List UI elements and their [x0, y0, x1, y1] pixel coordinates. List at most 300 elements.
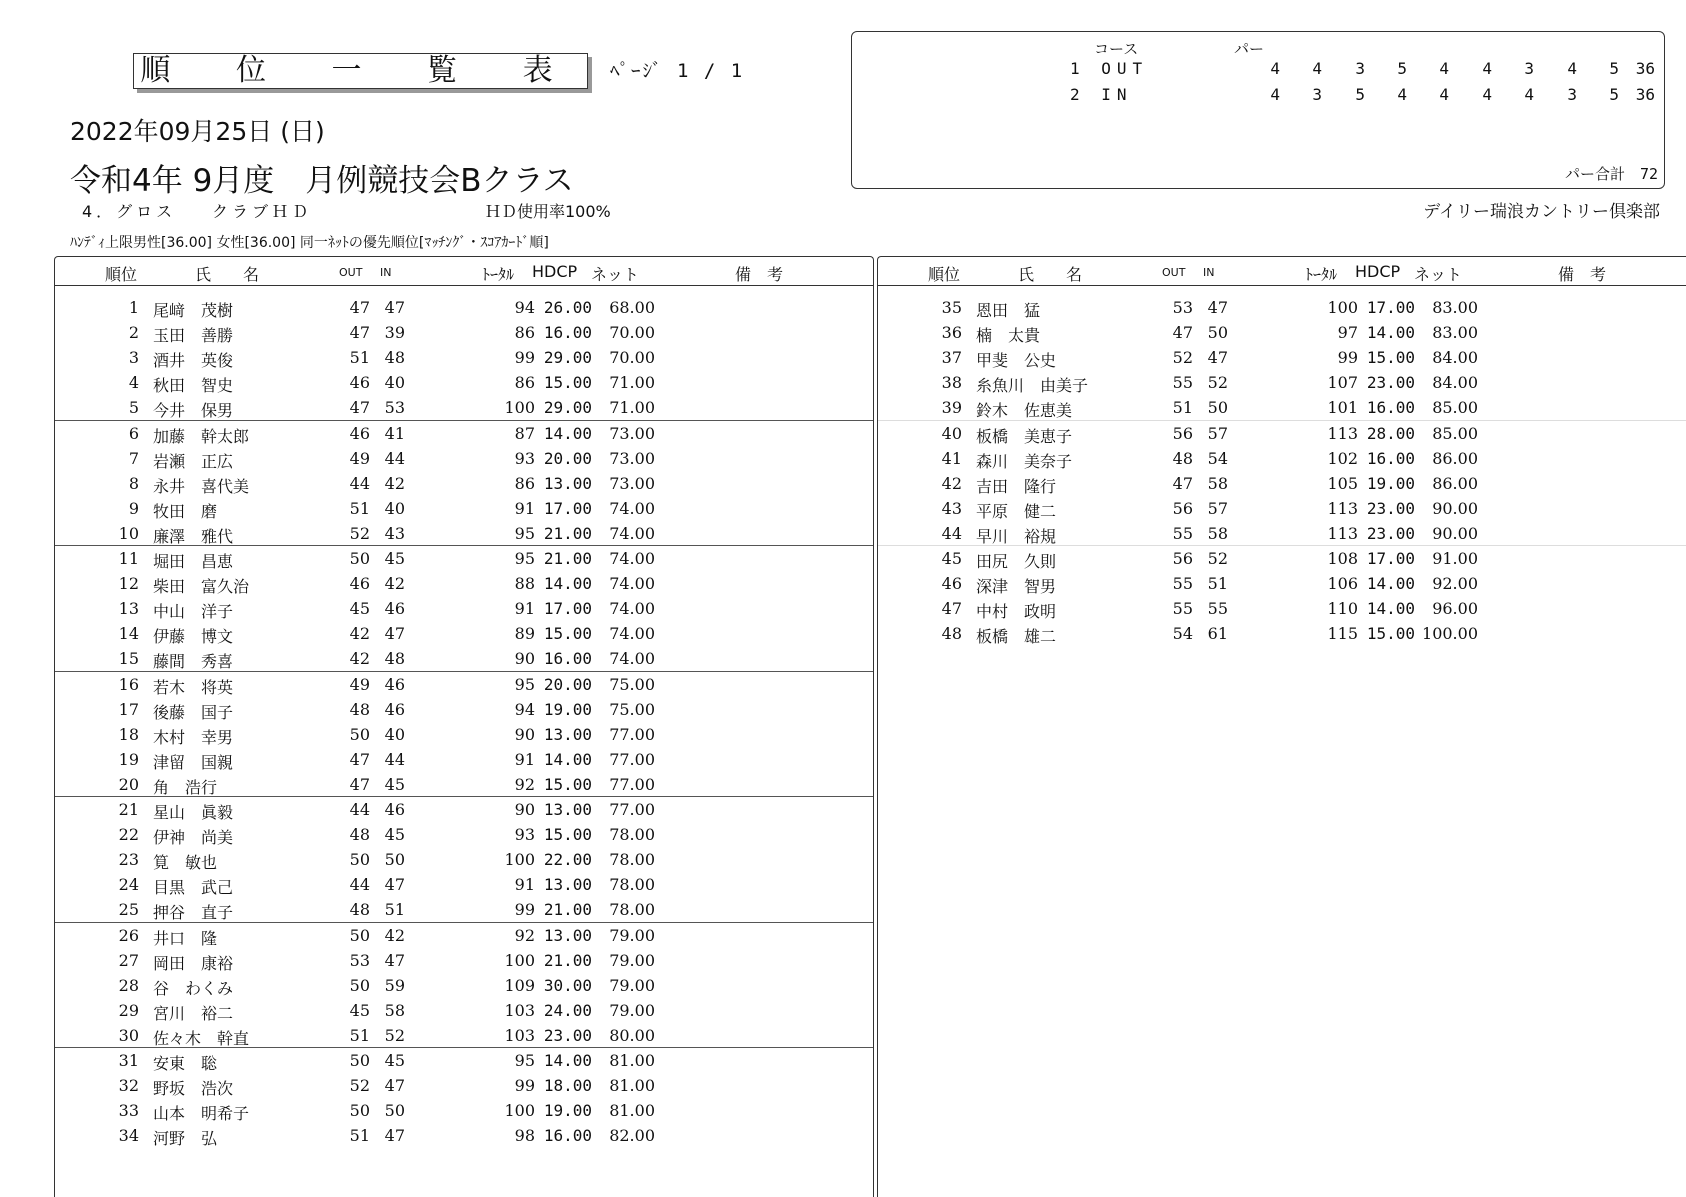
col-in: IN — [1203, 266, 1215, 279]
rank-cell: 23 — [118, 850, 139, 870]
net-cell: 79.00 — [609, 925, 655, 945]
par-total: パー合計 72 — [1564, 165, 1658, 183]
rank-cell: 14 — [118, 624, 139, 644]
rank-cell: 35 — [941, 298, 962, 317]
hdcp-cell: 17.00 — [1366, 298, 1415, 317]
format-type: 4．グロス — [82, 202, 177, 221]
table-row — [55, 973, 873, 998]
table-row — [55, 923, 873, 948]
in-cell: 45 — [384, 549, 405, 568]
rank-cell: 48 — [941, 624, 962, 644]
net-cell: 100.00 — [1422, 624, 1478, 644]
out-cell: 49 — [349, 448, 370, 468]
table-row — [878, 345, 1686, 370]
out-cell: 50 — [349, 1101, 370, 1121]
table-row — [55, 847, 873, 872]
col-rank: 順位 — [105, 265, 138, 284]
total-cell: 95 — [514, 674, 535, 694]
table-row — [55, 621, 873, 646]
name-cell: 甲斐 公史 — [976, 351, 1057, 371]
table-row — [55, 421, 873, 446]
total-cell: 109 — [504, 975, 535, 995]
out-cell: 48 — [349, 900, 370, 920]
hdcp-cell: 14.00 — [1366, 574, 1415, 594]
rank-cell: 27 — [118, 950, 139, 970]
table-row — [55, 1073, 873, 1098]
out-cell: 47 — [349, 749, 370, 769]
rank-cell: 39 — [941, 398, 962, 418]
name-cell: 谷 わくみ — [153, 978, 234, 998]
out-cell: 47 — [349, 323, 370, 343]
par-row — [852, 59, 1664, 81]
name-cell: 永井 喜代美 — [153, 476, 250, 496]
rank-cell: 25 — [118, 900, 139, 920]
total-cell: 103 — [504, 1000, 535, 1020]
total-cell: 100 — [504, 398, 535, 418]
total-cell: 103 — [504, 1025, 535, 1045]
col-name: 氏 名 — [1018, 265, 1083, 284]
par-row — [852, 85, 1664, 107]
hole-par: 5 — [1609, 59, 1619, 78]
hole-par: 3 — [1524, 59, 1534, 78]
in-cell: 50 — [1207, 398, 1228, 418]
hole-par: 5 — [1355, 85, 1365, 104]
total-cell: 93 — [514, 825, 535, 845]
out-cell: 53 — [349, 950, 370, 970]
name-cell: 中山 洋子 — [153, 602, 234, 622]
col-out: OUT — [1162, 266, 1186, 279]
out-cell: 47 — [1172, 473, 1193, 493]
out-cell: 47 — [349, 298, 370, 317]
out-cell: 50 — [349, 850, 370, 870]
hole-par: 4 — [1524, 85, 1534, 104]
hdcp-cell: 13.00 — [543, 473, 592, 493]
rank-cell: 30 — [118, 1025, 139, 1045]
table-row — [55, 1123, 873, 1148]
table-row — [878, 320, 1686, 345]
net-cell: 74.00 — [609, 523, 655, 543]
out-cell: 44 — [349, 473, 370, 493]
out-cell: 44 — [349, 875, 370, 895]
net-cell: 79.00 — [609, 950, 655, 970]
out-cell: 48 — [1172, 448, 1193, 468]
in-cell: 50 — [1207, 323, 1228, 343]
hdcp-cell: 14.00 — [543, 574, 592, 594]
rank-cell: 40 — [941, 423, 962, 443]
total-cell: 86 — [514, 373, 535, 393]
competition-name: 令和4年 9月度 月例競技会Bクラス — [70, 163, 574, 199]
name-cell: 吉田 隆行 — [976, 476, 1057, 496]
rank-cell: 13 — [118, 599, 139, 619]
total-cell: 86 — [514, 473, 535, 493]
rank-cell: 37 — [941, 348, 962, 368]
hdcp-cell: 16.00 — [1366, 398, 1415, 418]
net-cell: 75.00 — [609, 699, 655, 719]
out-cell: 46 — [349, 574, 370, 594]
total-cell: 93 — [514, 448, 535, 468]
col-net: ネット — [1414, 265, 1463, 284]
name-cell: 平原 健二 — [976, 501, 1057, 521]
rank-cell: 34 — [118, 1126, 139, 1146]
hole-par: 5 — [1609, 85, 1619, 104]
total-cell: 91 — [514, 498, 535, 518]
total-cell: 113 — [1327, 498, 1358, 518]
rank-cell: 32 — [118, 1076, 139, 1096]
rank-cell: 20 — [118, 774, 139, 794]
rank-cell: 19 — [118, 749, 139, 769]
hdcp-cell: 15.00 — [543, 624, 592, 644]
total-cell: 90 — [514, 649, 535, 669]
in-cell: 55 — [1207, 599, 1228, 619]
name-cell: 田尻 久則 — [976, 552, 1057, 571]
hdcp-cell: 15.00 — [543, 373, 592, 393]
table-row — [55, 948, 873, 973]
net-cell: 73.00 — [609, 448, 655, 468]
name-cell: 角 浩行 — [153, 777, 218, 797]
in-cell: 46 — [384, 699, 405, 719]
out-cell: 51 — [349, 1025, 370, 1045]
in-cell: 43 — [384, 523, 405, 543]
total-cell: 99 — [1337, 348, 1358, 368]
net-cell: 70.00 — [609, 323, 655, 343]
in-cell: 47 — [384, 950, 405, 970]
hdcp-cell: 21.00 — [543, 523, 592, 543]
name-cell: 目黒 武己 — [153, 878, 234, 898]
col-in: IN — [380, 266, 392, 279]
hdcp-cell: 13.00 — [543, 800, 592, 819]
name-cell: 筧 敏也 — [153, 853, 218, 873]
total-cell: 91 — [514, 599, 535, 619]
net-cell: 78.00 — [609, 900, 655, 920]
table-row — [55, 722, 873, 747]
net-cell: 79.00 — [609, 975, 655, 995]
out-cell: 42 — [349, 624, 370, 644]
out-cell: 50 — [349, 975, 370, 995]
in-cell: 52 — [1207, 549, 1228, 568]
hdcp-cell: 20.00 — [543, 448, 592, 468]
table-row — [55, 1098, 873, 1123]
out-cell: 55 — [1172, 574, 1193, 594]
net-cell: 92.00 — [1432, 574, 1478, 594]
in-cell: 50 — [384, 850, 405, 870]
in-cell: 52 — [1207, 373, 1228, 393]
name-cell: 酒井 英俊 — [153, 351, 234, 371]
table-row — [55, 446, 873, 471]
total-cell: 95 — [514, 1051, 535, 1070]
col-out: OUT — [339, 266, 363, 279]
hdcp-cell: 15.00 — [543, 825, 592, 845]
in-cell: 44 — [384, 448, 405, 468]
hd-rate: ＨＤ使用率100% — [485, 202, 611, 221]
rank-cell: 11 — [118, 549, 139, 568]
out-cell: 46 — [349, 423, 370, 443]
net-cell: 85.00 — [1432, 423, 1478, 443]
net-cell: 73.00 — [609, 423, 655, 443]
in-cell: 48 — [384, 649, 405, 669]
table-row — [55, 1023, 873, 1048]
name-cell: 深津 智男 — [976, 577, 1057, 597]
report-title: 順 位 一 覧 表 — [133, 53, 588, 89]
in-cell: 39 — [384, 323, 405, 343]
table-row — [55, 596, 873, 621]
in-cell: 40 — [384, 724, 405, 744]
net-cell: 78.00 — [609, 875, 655, 895]
out-cell: 51 — [1172, 398, 1193, 418]
net-cell: 81.00 — [609, 1076, 655, 1096]
net-cell: 74.00 — [609, 649, 655, 669]
table-row — [55, 546, 873, 571]
table-row — [878, 571, 1686, 596]
rank-cell: 5 — [128, 398, 139, 418]
hdcp-cell: 29.00 — [543, 348, 592, 368]
hdcp-cell: 24.00 — [543, 1000, 592, 1020]
total-cell: 91 — [514, 749, 535, 769]
table-row — [55, 395, 873, 420]
col-rank: 順位 — [928, 265, 961, 284]
table-row — [55, 897, 873, 922]
hole-par: 3 — [1312, 85, 1322, 104]
out-cell: 48 — [349, 825, 370, 845]
rank-cell: 42 — [941, 473, 962, 493]
table-row — [55, 697, 873, 722]
out-cell: 51 — [349, 498, 370, 518]
hdcp-cell: 20.00 — [543, 674, 592, 694]
hdcp-cell: 22.00 — [543, 850, 592, 870]
out-cell: 55 — [1172, 599, 1193, 619]
name-cell: 若木 将英 — [153, 677, 234, 697]
hdcp-cell: 17.00 — [543, 498, 592, 518]
table-row — [55, 571, 873, 596]
col-remarks: 備 考 — [1558, 265, 1607, 284]
course-total: 36 — [1635, 85, 1655, 104]
net-cell: 82.00 — [609, 1126, 655, 1146]
out-cell: 51 — [349, 1126, 370, 1146]
hdcp-cell: 16.00 — [543, 323, 592, 343]
total-cell: 86 — [514, 323, 535, 343]
out-cell: 47 — [1172, 323, 1193, 343]
hdcp-cell: 30.00 — [543, 975, 592, 995]
hdcp-cell: 21.00 — [543, 549, 592, 568]
hole-par: 4 — [1439, 85, 1449, 104]
hdcp-cell: 29.00 — [543, 398, 592, 418]
results-panel-left — [54, 256, 874, 1197]
out-cell: 50 — [349, 925, 370, 945]
name-cell: 秋田 智史 — [153, 376, 234, 396]
rank-cell: 31 — [118, 1051, 139, 1070]
in-cell: 57 — [1207, 498, 1228, 518]
net-cell: 77.00 — [609, 749, 655, 769]
total-cell: 95 — [514, 523, 535, 543]
rank-cell: 16 — [118, 674, 139, 694]
name-cell: 山本 明希子 — [153, 1104, 250, 1124]
hdcp-cell: 28.00 — [1366, 423, 1415, 443]
in-cell: 57 — [1207, 423, 1228, 443]
hdcp-cell: 23.00 — [1366, 498, 1415, 518]
col-hdcp: HDCP — [1355, 262, 1401, 281]
out-cell: 42 — [349, 649, 370, 669]
rank-cell: 45 — [941, 549, 962, 568]
name-cell: 玉田 善勝 — [153, 326, 234, 346]
rank-cell: 26 — [118, 925, 139, 945]
out-cell: 52 — [349, 523, 370, 543]
hole-par: 4 — [1482, 85, 1492, 104]
rank-cell: 47 — [941, 599, 962, 619]
in-cell: 51 — [1207, 574, 1228, 594]
rank-cell: 6 — [128, 423, 139, 443]
net-cell: 71.00 — [609, 373, 655, 393]
table-row — [55, 822, 873, 847]
out-cell: 53 — [1172, 298, 1193, 317]
total-cell: 106 — [1327, 574, 1358, 594]
total-cell: 100 — [504, 850, 535, 870]
total-cell: 90 — [514, 724, 535, 744]
in-cell: 47 — [384, 1076, 405, 1096]
table-row — [878, 496, 1686, 521]
total-cell: 105 — [1327, 473, 1358, 493]
results-panel-right — [877, 256, 1686, 1197]
hdcp-cell: 13.00 — [543, 875, 592, 895]
name-cell: 堀田 昌恵 — [153, 552, 234, 571]
net-cell: 90.00 — [1432, 498, 1478, 518]
rank-cell: 8 — [128, 473, 139, 493]
name-cell: 加藤 幹太郎 — [153, 426, 250, 446]
in-cell: 46 — [384, 599, 405, 619]
out-cell: 56 — [1172, 423, 1193, 443]
net-cell: 83.00 — [1432, 323, 1478, 343]
hdcp-cell: 13.00 — [543, 724, 592, 744]
event-date: 2022年09月25日 (日) — [70, 117, 325, 146]
table-row — [878, 295, 1686, 320]
table-row — [55, 672, 873, 697]
in-cell: 53 — [384, 398, 405, 418]
table-row — [55, 370, 873, 395]
out-cell: 51 — [349, 348, 370, 368]
hdcp-cell: 13.00 — [543, 925, 592, 945]
net-cell: 74.00 — [609, 574, 655, 594]
table-row — [55, 872, 873, 897]
col-net: ネット — [591, 265, 640, 284]
out-cell: 54 — [1172, 624, 1193, 644]
in-cell: 46 — [384, 674, 405, 694]
col-total: ﾄｰﾀﾙ — [482, 265, 515, 284]
hole-par: 3 — [1567, 85, 1577, 104]
hdcp-cell: 14.00 — [1366, 323, 1415, 343]
name-cell: 牧田 磨 — [153, 501, 218, 521]
table-row — [878, 621, 1686, 646]
net-cell: 81.00 — [609, 1101, 655, 1121]
total-cell: 108 — [1327, 549, 1358, 568]
hdcp-cell: 16.00 — [543, 649, 592, 669]
table-row — [878, 446, 1686, 471]
table-row — [878, 546, 1686, 571]
hole-par: 4 — [1270, 85, 1280, 104]
out-cell: 56 — [1172, 549, 1193, 568]
rank-cell: 43 — [941, 498, 962, 518]
out-cell: 56 — [1172, 498, 1193, 518]
rank-cell: 4 — [128, 373, 139, 393]
col-remarks: 備 考 — [735, 265, 784, 284]
hole-par: 4 — [1567, 59, 1577, 78]
total-cell: 100 — [1327, 298, 1358, 317]
out-cell: 45 — [349, 599, 370, 619]
rank-cell: 24 — [118, 875, 139, 895]
total-cell: 110 — [1327, 599, 1358, 619]
hdcp-cell: 17.00 — [1366, 549, 1415, 568]
col-total: ﾄｰﾀﾙ — [1305, 265, 1338, 284]
table-row — [878, 370, 1686, 395]
in-cell: 45 — [384, 825, 405, 845]
net-cell: 91.00 — [1432, 549, 1478, 568]
out-cell: 52 — [1172, 348, 1193, 368]
net-cell: 68.00 — [609, 298, 655, 317]
name-cell: 柴田 富久治 — [153, 577, 250, 597]
name-cell: 森川 美奈子 — [976, 451, 1073, 471]
hole-par: 3 — [1355, 59, 1365, 78]
out-cell: 50 — [349, 724, 370, 744]
total-cell: 100 — [504, 1101, 535, 1121]
rank-cell: 7 — [128, 448, 139, 468]
out-cell: 52 — [349, 1076, 370, 1096]
in-cell: 61 — [1207, 624, 1228, 644]
out-cell: 50 — [349, 1051, 370, 1070]
name-cell: 木村 幸男 — [153, 727, 234, 747]
col-name: 氏 名 — [195, 265, 260, 284]
in-cell: 47 — [384, 298, 405, 317]
in-cell: 45 — [384, 1051, 405, 1070]
hdcp-cell: 16.00 — [543, 1126, 592, 1146]
out-cell: 55 — [1172, 373, 1193, 393]
name-cell: 廉澤 雅代 — [153, 526, 234, 546]
hdcp-cell: 15.00 — [1366, 624, 1415, 644]
in-cell: 58 — [1207, 473, 1228, 493]
hole-par: 4 — [1270, 59, 1280, 78]
in-cell: 46 — [384, 800, 405, 819]
name-cell: 鈴木 佐恵美 — [976, 401, 1073, 421]
total-cell: 99 — [514, 1076, 535, 1096]
rank-cell: 17 — [118, 699, 139, 719]
name-cell: 押谷 直子 — [153, 903, 234, 923]
in-cell: 54 — [1207, 448, 1228, 468]
net-cell: 78.00 — [609, 825, 655, 845]
net-cell: 73.00 — [609, 473, 655, 493]
total-cell: 88 — [514, 574, 535, 594]
name-cell: 宮川 裕二 — [153, 1003, 234, 1023]
total-cell: 113 — [1327, 523, 1358, 543]
rank-cell: 9 — [128, 498, 139, 518]
hole-par: 4 — [1482, 59, 1492, 78]
out-cell: 55 — [1172, 523, 1193, 543]
name-cell: 岡田 康裕 — [153, 953, 234, 973]
rank-cell: 1 — [128, 298, 139, 317]
rank-cell: 29 — [118, 1000, 139, 1020]
net-cell: 90.00 — [1432, 523, 1478, 543]
name-cell: 尾﨑 茂樹 — [153, 301, 234, 320]
total-cell: 90 — [514, 800, 535, 819]
par-table — [851, 31, 1665, 189]
hole-par: 4 — [1397, 85, 1407, 104]
hdcp-cell: 18.00 — [543, 1076, 592, 1096]
total-cell: 92 — [514, 925, 535, 945]
net-cell: 77.00 — [609, 800, 655, 819]
name-cell: 早川 裕規 — [976, 526, 1057, 546]
hdcp-cell: 14.00 — [543, 749, 592, 769]
in-cell: 58 — [384, 1000, 405, 1020]
hdcp-cell: 26.00 — [543, 298, 592, 317]
total-cell: 98 — [514, 1126, 535, 1146]
hdcp-cell: 15.00 — [543, 774, 592, 794]
net-cell: 86.00 — [1432, 473, 1478, 493]
net-cell: 80.00 — [609, 1025, 655, 1045]
